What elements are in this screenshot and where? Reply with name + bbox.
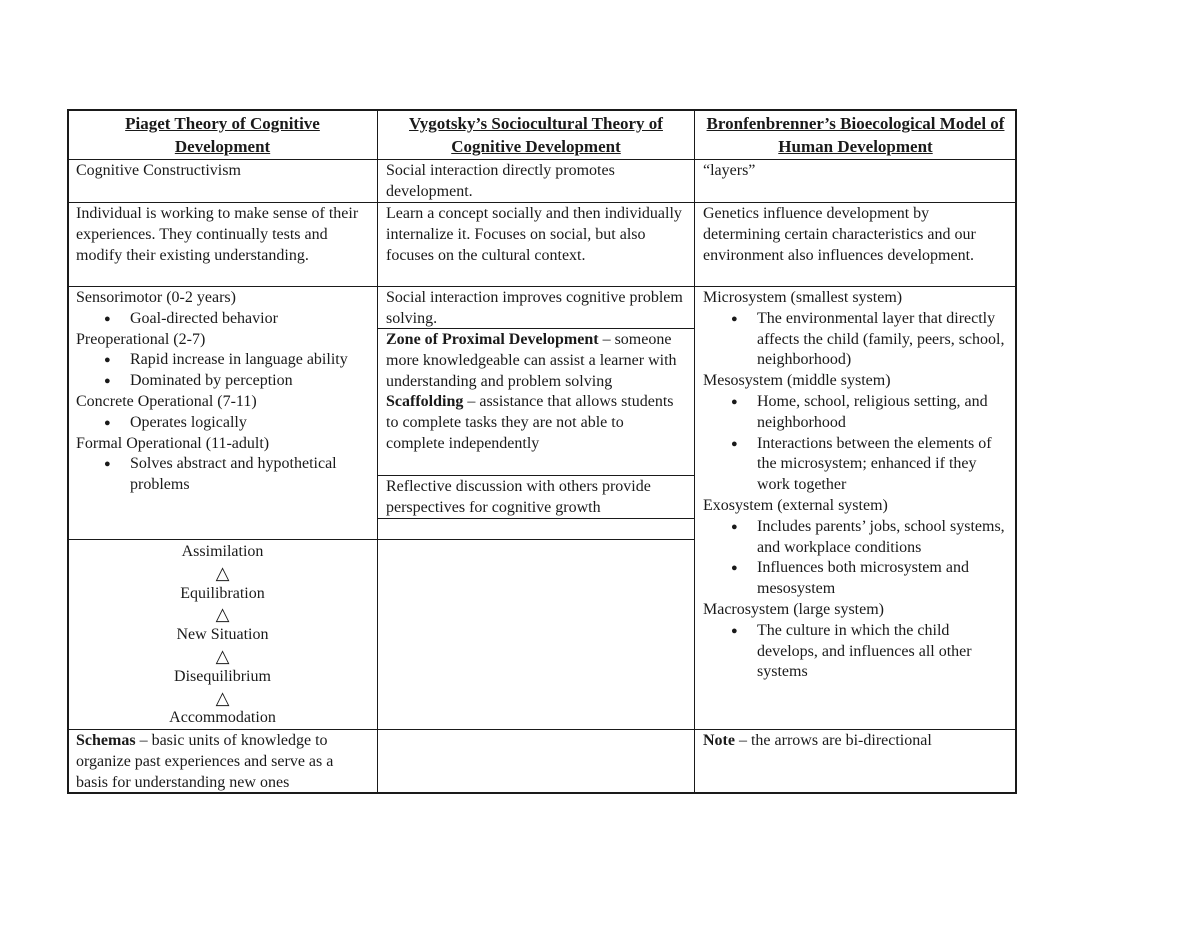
schemas-term: Schemas — [76, 732, 136, 749]
cycle-item: Equilibration — [180, 584, 265, 602]
vygotsky-reflective: Reflective discussion with others provide perspectives for cognitive growth — [377, 475, 695, 519]
note-term: Note — [703, 732, 735, 749]
schemas-definition — [67, 729, 378, 794]
cycle-item: Disequilibrium — [174, 667, 271, 685]
system-bullet: ● Influences both microsystem and mesosystem — [757, 558, 1008, 600]
scaffolding-text: – assistance that allows students to complete tasks they are not able to complete independently — [386, 393, 674, 452]
vygotsky-summary: Social interaction directly promotes development. — [377, 159, 695, 203]
cycle-item: Assimilation — [181, 543, 264, 560]
system-label: Microsystem (smallest system) — [703, 289, 903, 306]
bidirectional-arrow-icon: △ — [215, 687, 230, 708]
cycle-item: New Situation — [176, 626, 269, 644]
note — [694, 729, 1017, 794]
piaget-stages — [67, 286, 378, 540]
bidirectional-arrow-icon: △ — [215, 604, 230, 625]
stage-label: Concrete Operational (7-11) — [76, 392, 257, 410]
system-label: Macrosystem (large system) — [703, 600, 884, 618]
stage-bullet: ● Dominated by perception — [130, 371, 369, 392]
bronfenbrenner-description: Genetics influence development by determining certain characteristics and our environment also influences development. — [694, 202, 1017, 287]
stage-label: Sensorimotor (0-2 years) — [76, 289, 236, 306]
system-label: Mesosystem (middle system) — [703, 372, 891, 390]
vygotsky-empty-1 — [377, 518, 695, 540]
header-vygotsky: Vygotsky’s Sociocultural Theory of Cognitive Development — [377, 109, 695, 160]
scaffolding-term: Scaffolding — [386, 393, 464, 411]
system-label: Exosystem (external system) — [703, 496, 888, 514]
stage-label: Formal Operational (11-adult) — [76, 434, 270, 452]
vygotsky-description: Learn a concept socially and then individually internalize it. Focuses on social, but also focuses on the cultural context. — [377, 202, 695, 287]
bronfenbrenner-summary: “layers” — [694, 159, 1017, 203]
stage-bullet: ● Rapid increase in language ability — [130, 350, 369, 371]
bidirectional-arrow-icon: △ — [215, 645, 230, 666]
system-bullet: ● Includes parents’ jobs, school systems, and workplace conditions — [757, 517, 1008, 559]
bidirectional-arrow-icon: △ — [215, 562, 230, 583]
theories-table — [67, 109, 1017, 794]
vygotsky-empty-bottom — [377, 729, 695, 794]
system-bullet: ● The environmental layer that directly affects the child (family, peers, school, neighborhood) — [757, 309, 1008, 371]
header-piaget: Piaget Theory of Cognitive Development — [67, 109, 378, 160]
vygotsky-social: Social interaction improves cognitive problem solving. — [377, 286, 695, 329]
system-bullet: ● Interactions between the elements of the microsystem; enhanced if they work together — [757, 434, 1008, 496]
piaget-summary: Cognitive Constructivism — [67, 159, 378, 203]
system-bullet: ● The culture in which the child develops, and influences all other systems — [757, 621, 1008, 683]
bronfenbrenner-systems — [694, 286, 1017, 730]
stage-bullet: ● Solves abstract and hypothetical problems — [130, 454, 369, 496]
piaget-description: Individual is working to make sense of their experiences. They continually tests and modify their existing understanding. — [67, 202, 378, 287]
schemas-text: – basic units of knowledge to organize past experiences and serve as a basis for understanding new ones — [76, 732, 334, 791]
note-text: – the arrows are bi-directional — [734, 732, 932, 749]
zpd-term: Zone of Proximal Development — [386, 331, 599, 348]
vygotsky-empty-2 — [377, 539, 695, 730]
piaget-cycle — [67, 539, 378, 730]
header-bronfenbrenner: Bronfenbrenner’s Bioecological Model of Human Development — [694, 109, 1017, 160]
stage-label: Preoperational (2-7) — [76, 330, 206, 348]
vygotsky-zpd-scaffolding — [377, 328, 695, 476]
cycle-item: Accommodation — [169, 709, 276, 727]
system-bullet: ● Home, school, religious setting, and neighborhood — [757, 392, 1008, 434]
stage-bullet: ● Goal-directed behavior — [130, 309, 369, 330]
zpd-text: – someone more knowledgeable can assist a learner with understanding and problem solving — [386, 331, 677, 390]
stage-bullet: ● Operates logically — [130, 413, 369, 434]
